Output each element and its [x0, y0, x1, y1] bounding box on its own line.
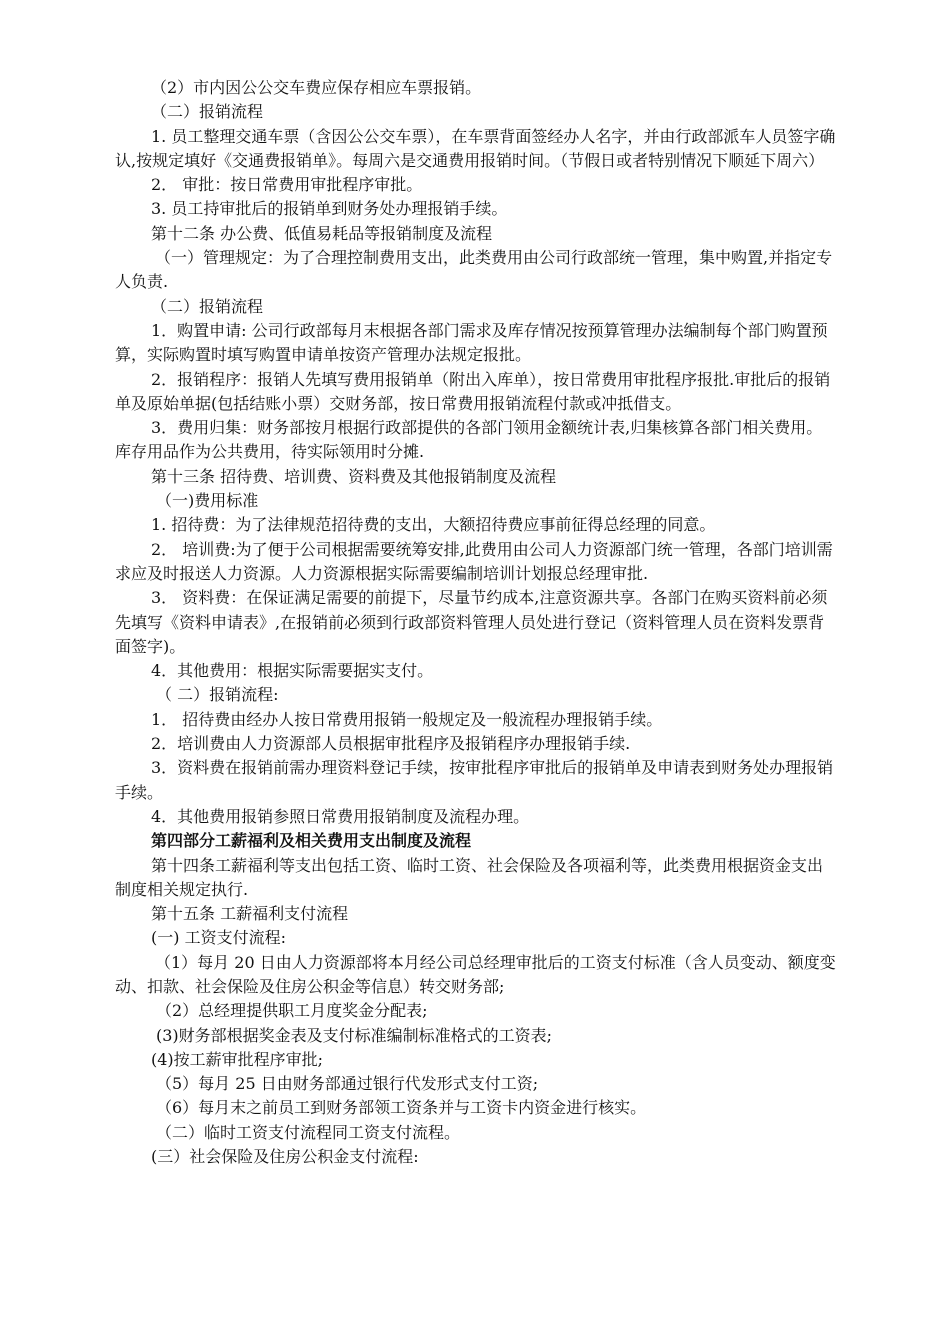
paragraph: 3．资料费在报销前需办理资料登记手续，按审批程序审批后的报销单及申请表到财务处办理报销手续。	[115, 758, 834, 802]
paragraph: 2． 审批：按日常费用审批程序审批。	[151, 175, 423, 195]
paragraph: （2）总经理提供职工月度奖金分配表;	[156, 1001, 428, 1021]
paragraph: 2．报销程序：报销人先填写费用报销单（附出入库单），按日常费用审批程序报批.审批后的报销单及原始单据(包括结账小票）交财务部，按日常费用报销流程付款或冲抵借支。	[115, 369, 831, 413]
paragraph: 3. 员工持审批后的报销单到财务处办理报销手续。	[151, 199, 508, 219]
paragraph: 1． 招待费由经办人按日常费用报销一般规定及一般流程办理报销手续。	[151, 709, 663, 729]
paragraph: 3． 资料费：在保证满足需要的前提下，尽量节约成本,注意资源共享。各部门在购买资料前必须先填写《资料申请表》,在报销前必须到行政部资料管理人员处进行登记（资料管理人员在资料发票背面签字)。	[115, 588, 828, 656]
paragraph: 4．其他费用：根据实际需要据实支付。	[151, 661, 434, 681]
paragraph: （一）管理规定：为了合理控制费用支出，此类费用由公司行政部统一管理，集中购置,并指定专人负责.	[115, 248, 833, 292]
paragraph: 第十四条工薪福利等支出包括工资、临时工资、社会保险及各项福利等，此类费用根据资金支出制度相关规定执行.	[115, 855, 824, 899]
paragraph: （1）每月 20 日由人力资源部将本月经公司总经理审批后的工资支付标准（含人员变动、额度变动、扣款、社会保险及住房公积金等信息）转交财务部;	[115, 952, 836, 996]
section-heading: 第十二条 办公费、低值易耗品等报销制度及流程	[151, 223, 493, 243]
paragraph: 2．培训费由人力资源部人员根据审批程序及报销程序办理报销手续.	[151, 734, 631, 754]
section-heading: 第十五条 工薪福利支付流程	[151, 904, 349, 924]
paragraph: 1. 员工整理交通车票（含因公公交车票），在车票背面签经办人名字，并由行政部派车人员签字确认,按规定填好《交通费报销单》。每周六是交通费用报销时间。（节假日或者特别情况下顺延下周六）	[115, 126, 836, 170]
part-heading: 第四部分工薪福利及相关费用支出制度及流程	[151, 831, 472, 851]
paragraph: 4．其他费用报销参照日常费用报销制度及流程办理。	[151, 806, 530, 826]
paragraph: (4)按工薪审批程序审批;	[151, 1049, 324, 1069]
paragraph: （5）每月 25 日由财务部通过银行代发形式支付工资;	[156, 1074, 539, 1094]
paragraph: （二）报销流程	[151, 296, 264, 316]
paragraph: （ 二）报销流程:	[156, 685, 279, 705]
paragraph: （6）每月末之前员工到财务部领工资条并与工资卡内资金进行核实。	[156, 1098, 647, 1118]
paragraph: (三）社会保险及住房公积金支付流程:	[151, 1147, 419, 1167]
paragraph: 3．费用归集：财务部按月根据行政部提供的各部门领用金额统计表,归集核算各部门相关费用。库存用品作为公共费用，待实际领用时分摊.	[115, 418, 823, 462]
paragraph: （2）市内因公公交车费应保存相应车票报销。	[151, 78, 482, 97]
paragraph: （二）报销流程	[151, 102, 264, 122]
section-heading: 第十三条 招待费、培训费、资料费及其他报销制度及流程	[151, 466, 557, 486]
paragraph: (一) 工资支付流程:	[151, 928, 286, 948]
paragraph: （二）临时工资支付流程同工资支付流程。	[156, 1122, 461, 1142]
paragraph: 2． 培训费:为了便于公司根据需要统筹安排,此费用由公司人力资源部门统一管理，各部门培训需求应及时报送人力资源。人力资源根据实际需要编制培训计划报总经理审批.	[115, 539, 833, 583]
paragraph: 1．购置申请: 公司行政部每月末根据各部门需求及库存情况按预算管理办法编制每个部门购置预算，实际购置时填写购置申请单按资产管理办法规定报批。	[115, 320, 828, 365]
paragraph: (3)财务部根据奖金表及支付标准编制标准格式的工资表;	[156, 1025, 553, 1045]
paragraph: （一)费用标准	[156, 491, 259, 511]
paragraph: 1. 招待费：为了法律规范招待费的支出，大额招待费应事前征得总经理的同意。	[151, 515, 716, 535]
